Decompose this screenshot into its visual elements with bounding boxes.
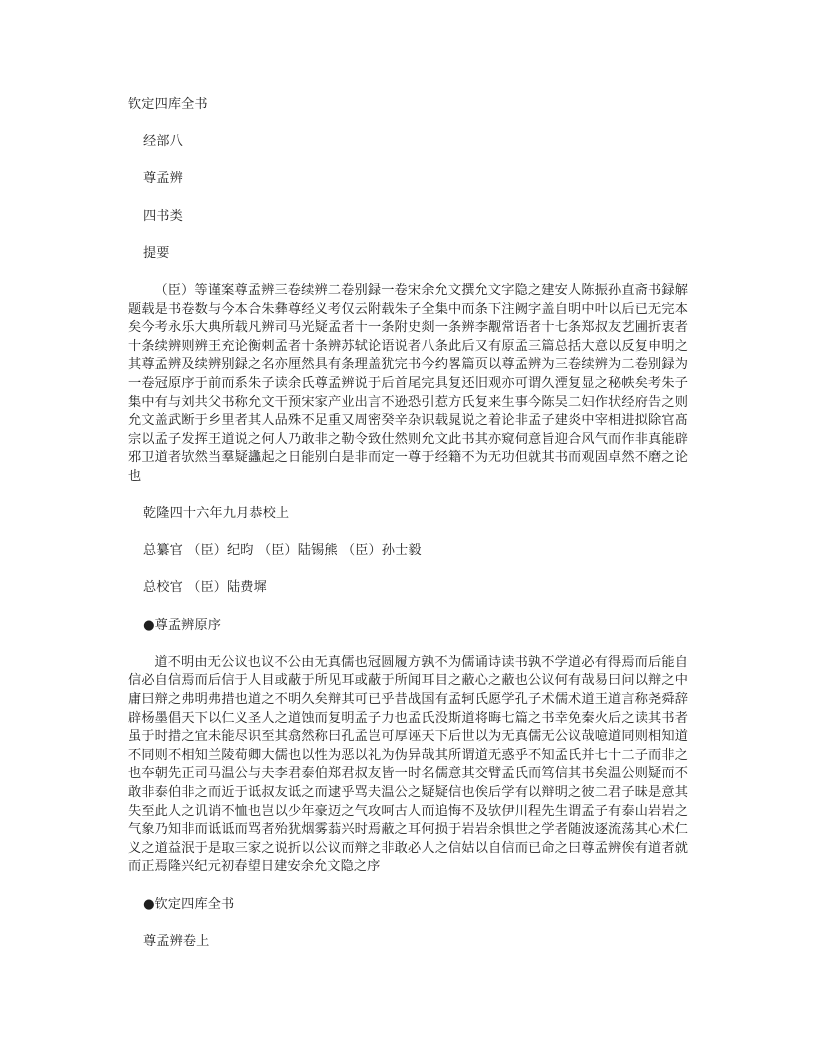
document-body	[128, 96, 688, 951]
preface-heading: ●尊孟辨原序	[143, 617, 222, 633]
volume-collection-heading: ●钦定四库全书	[143, 896, 235, 912]
abstract-label: 提要	[143, 245, 170, 261]
category-label: 四书类	[143, 208, 183, 224]
chief-compiler-line: 总纂官 （臣）纪昀 （臣）陆锡熊 （臣）孙士毅	[143, 543, 422, 559]
collection-title: 钦定四库全书	[128, 97, 208, 112]
abstract-paragraph: （臣）等谨案尊孟辨三卷续辨二卷别録一卷宋余允文撰允文字隐之建安人陈振孙直斋书録解题载是书卷数与今本合朱彝尊经义考仅云附载朱子全集中而条下注阙字盖自明中叶以后已无完本矣今考永乐大典所载凡辨司马光疑孟者十一条附史剡一条辨李觏常语者十七条郑叔友艺圃折衷者十条续辨则辨王充论衡刺孟者十条辨苏轼论语说者八条此后又有原孟三篇总括大意以反复申明之其尊孟辨及续辨别録之名亦厘然具有条理盖犹完书今约畧篇页以尊孟辨为三卷续辨为二卷别録为一卷冠原序于前而系朱子读余氏尊孟辨说于后首尾完具复还旧观亦可谓久湮复显之秘帙矣考朱子集中有与刘共父书称允文干预宋家产业出言不逊恐引惹方氏复来生事今陈吴二妇作状经府告之则允文盖武断于乡里者其人品殊不足重又周密癸辛杂识载晁说之着论非孟子建炎中宰相进拟除官髙宗以孟子发挥王道说之何人乃敢非之勒令致仕然则允文此书其亦窥伺意旨迎合风气而作非真能辟邪卫道者欤然当羣疑蠭起之日能别白是非而定一尊于经籍不为无功但就其书而观固卓然不磨之论也	[128, 282, 688, 484]
preface-paragraph: 道不明由无公议也议不公由无真儒也冠圆履方孰不为儒诵诗读书孰不学道必有得焉而后能自信必自信焉而后信于人目或蔽于所见耳或蔽于所闻耳目之蔽心之蔽也公议何有哉易曰问以辩之中庸曰辩之弗明弗措也道之不明久矣辩其可已乎昔战国有孟轲氏愿学孔子术儒术道王道言称尧舜辞辟杨墨倡天下以仁义圣人之道蚀而复明孟子力也孟氏没斯道将晦七篇之书幸免秦火后之读其书者虽于时措之宜未能尽识至其翕然称曰孔孟岂可厚诬天下后世以为无真儒无公议哉噫道同则相知道不同则不相知兰陵荀卿大儒也以性为恶以礼为伪异哉其所谓道无惑乎不知孟氏并七十二子而非之也夲朝先正司马温公与夫李君泰伯郑君叔友皆一时名儒意其交臂孟氏而笃信其书矣温公则疑而不敢非泰伯非之而近于诋叔友诋之而逮乎骂夫温公之疑疑信也俟后学有以辩明之彼二君子昧是意其失至此人之讥诮不恤也岂以少年豪迈之气攻呵古人而追悔不及欤伊川程先生谓孟子有泰山岩岩之气象乃知非而诋诋而骂者殆犹烟雾蓊兴时焉蔽之耳何损于岩岩余惧世之学者随波逐流荡其心术仁义之道益泯于是取三家之说折以公议而辩之非敢必人之信姑以自信而已命之曰尊孟辨俟有道者就而正焉隆兴纪元初春望日建安余允文隐之序	[128, 654, 688, 875]
volume-title: 尊孟辨卷上	[143, 933, 210, 949]
section-classification: 经部八	[143, 134, 183, 150]
work-title: 尊孟辨	[143, 171, 183, 187]
proofread-date: 乾隆四十六年九月恭校上	[143, 506, 290, 522]
chief-proofreader-line: 总校官 （臣）陆费墀	[143, 580, 267, 596]
